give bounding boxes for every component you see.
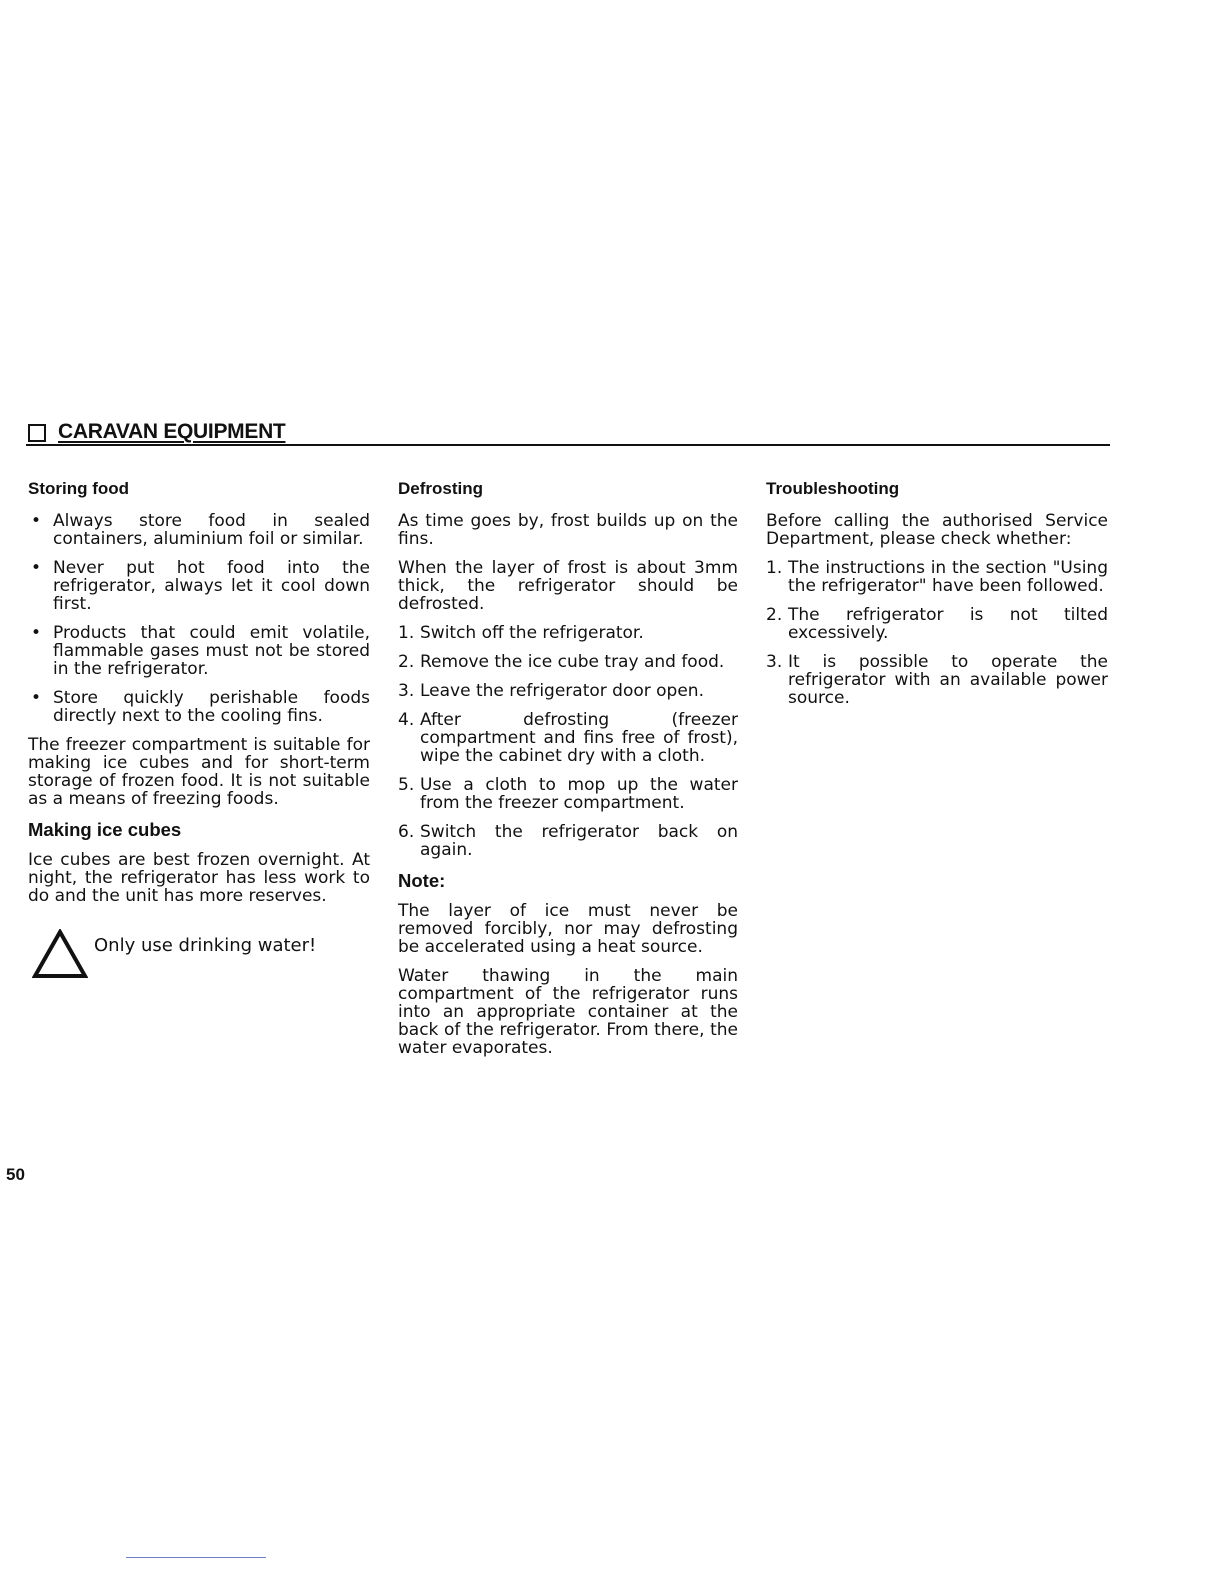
list-item: 1. The instructions in the section "Using the refrigerator" have been followed.: [766, 558, 1108, 596]
list-item: 2. The refrigerator is not tilted excessively.: [766, 605, 1108, 643]
column-troubleshooting: [766, 478, 1108, 718]
bullet-icon: •: [31, 511, 42, 531]
section-title: CARAVAN EQUIPMENT: [58, 420, 286, 443]
heading-defrosting: Defrosting: [398, 479, 483, 498]
defrost-paragraph-1: As time goes by, frost builds up on the fins.: [398, 511, 738, 549]
list-item-text: Remove the ice cube tray and food.: [420, 652, 725, 672]
list-item-text: Products that could emit volatile, flammable gases must not be stored in the refrigerator.: [53, 623, 370, 679]
warning-text: Only use drinking water!: [94, 935, 317, 956]
list-item: [28, 512, 370, 548]
warning-notice: [28, 929, 370, 981]
heading-making-ice-cubes: Making ice cubes: [28, 819, 182, 840]
ice-cubes-paragraph: Ice cubes are best frozen overnight. At night, the refrigerator has less work to do and the unit has more reserves.: [28, 850, 370, 906]
list-item-text: Always store food in sealed containers, aluminium foil or similar.: [53, 511, 370, 549]
defrost-paragraph-2: When the layer of frost is about 3mm thick, the refrigerator should be defrosted.: [398, 558, 738, 614]
defrost-steps: [398, 624, 738, 859]
bullet-icon: •: [31, 688, 42, 708]
heading-note: Note:: [398, 870, 446, 891]
heading-troubleshooting: Troubleshooting: [766, 479, 900, 498]
list-item: 2. Remove the ice cube tray and food.: [398, 652, 725, 672]
page-number: 50: [6, 1165, 25, 1184]
bullet-icon: •: [31, 558, 42, 578]
list-item: 3. Leave the refrigerator door open.: [398, 681, 704, 701]
list-item-text: The instructions in the section "Using the refrigerator" have been followed.: [788, 558, 1108, 596]
list-item-text: After defrosting (freezer compartment and fins free of frost), wipe the cabinet dry with a cloth.: [420, 710, 738, 766]
list-item: [28, 559, 370, 613]
freezer-paragraph: The freezer compartment is suitable for making ice cubes and for short-term storage of frozen food. It is not suitable as a means of freezing foods.: [28, 735, 370, 809]
note-paragraph-1: The layer of ice must never be removed forcibly, nor may defrosting be accelerated using a heat source.: [398, 901, 738, 957]
storing-food-list: [28, 512, 370, 725]
troubleshooting-steps: [766, 559, 1108, 707]
list-item-text: Leave the refrigerator door open.: [420, 681, 704, 701]
list-item-text: Switch the refrigerator back on again.: [420, 822, 738, 860]
list-item: [28, 689, 370, 725]
list-item: 4. After defrosting (freezer compartment and fins free of frost), wipe the cabinet dry with a cloth.: [398, 710, 738, 766]
list-item: [28, 624, 370, 678]
warning-triangle-icon: [32, 929, 88, 979]
note-paragraph-2: Water thawing in the main compartment of the refrigerator runs into an appropriate container at the back of the refrigerator. From there, the water evaporates.: [398, 966, 738, 1058]
footer-divider: [126, 1557, 266, 1558]
list-item-text: Use a cloth to mop up the water from the freezer compartment.: [420, 775, 738, 813]
list-item: 1. Switch off the refrigerator.: [398, 623, 644, 643]
list-item-text: Never put hot food into the refrigerator, always let it cool down first.: [53, 558, 370, 614]
list-item: 3. It is possible to operate the refrigerator with an available power source.: [766, 652, 1108, 708]
list-item: 5. Use a cloth to mop up the water from the freezer compartment.: [398, 775, 738, 813]
list-item-text: The refrigerator is not tilted excessively.: [788, 605, 1108, 643]
list-item-text: Switch off the refrigerator.: [420, 623, 644, 643]
checkbox-square-icon: [28, 424, 46, 442]
heading-storing-food: Storing food: [28, 479, 130, 498]
section-header: [26, 420, 1110, 446]
list-item: 6. Switch the refrigerator back on again.: [398, 822, 738, 860]
list-item-text: It is possible to operate the refrigerator with an available power source.: [788, 652, 1108, 708]
troubleshooting-intro: Before calling the authorised Service Department, please check whether:: [766, 511, 1108, 549]
list-item-text: Store quickly perishable foods directly next to the cooling fins.: [53, 688, 370, 726]
column-defrosting: [398, 478, 738, 1068]
bullet-icon: •: [31, 623, 42, 643]
column-storing-food: [28, 478, 370, 981]
